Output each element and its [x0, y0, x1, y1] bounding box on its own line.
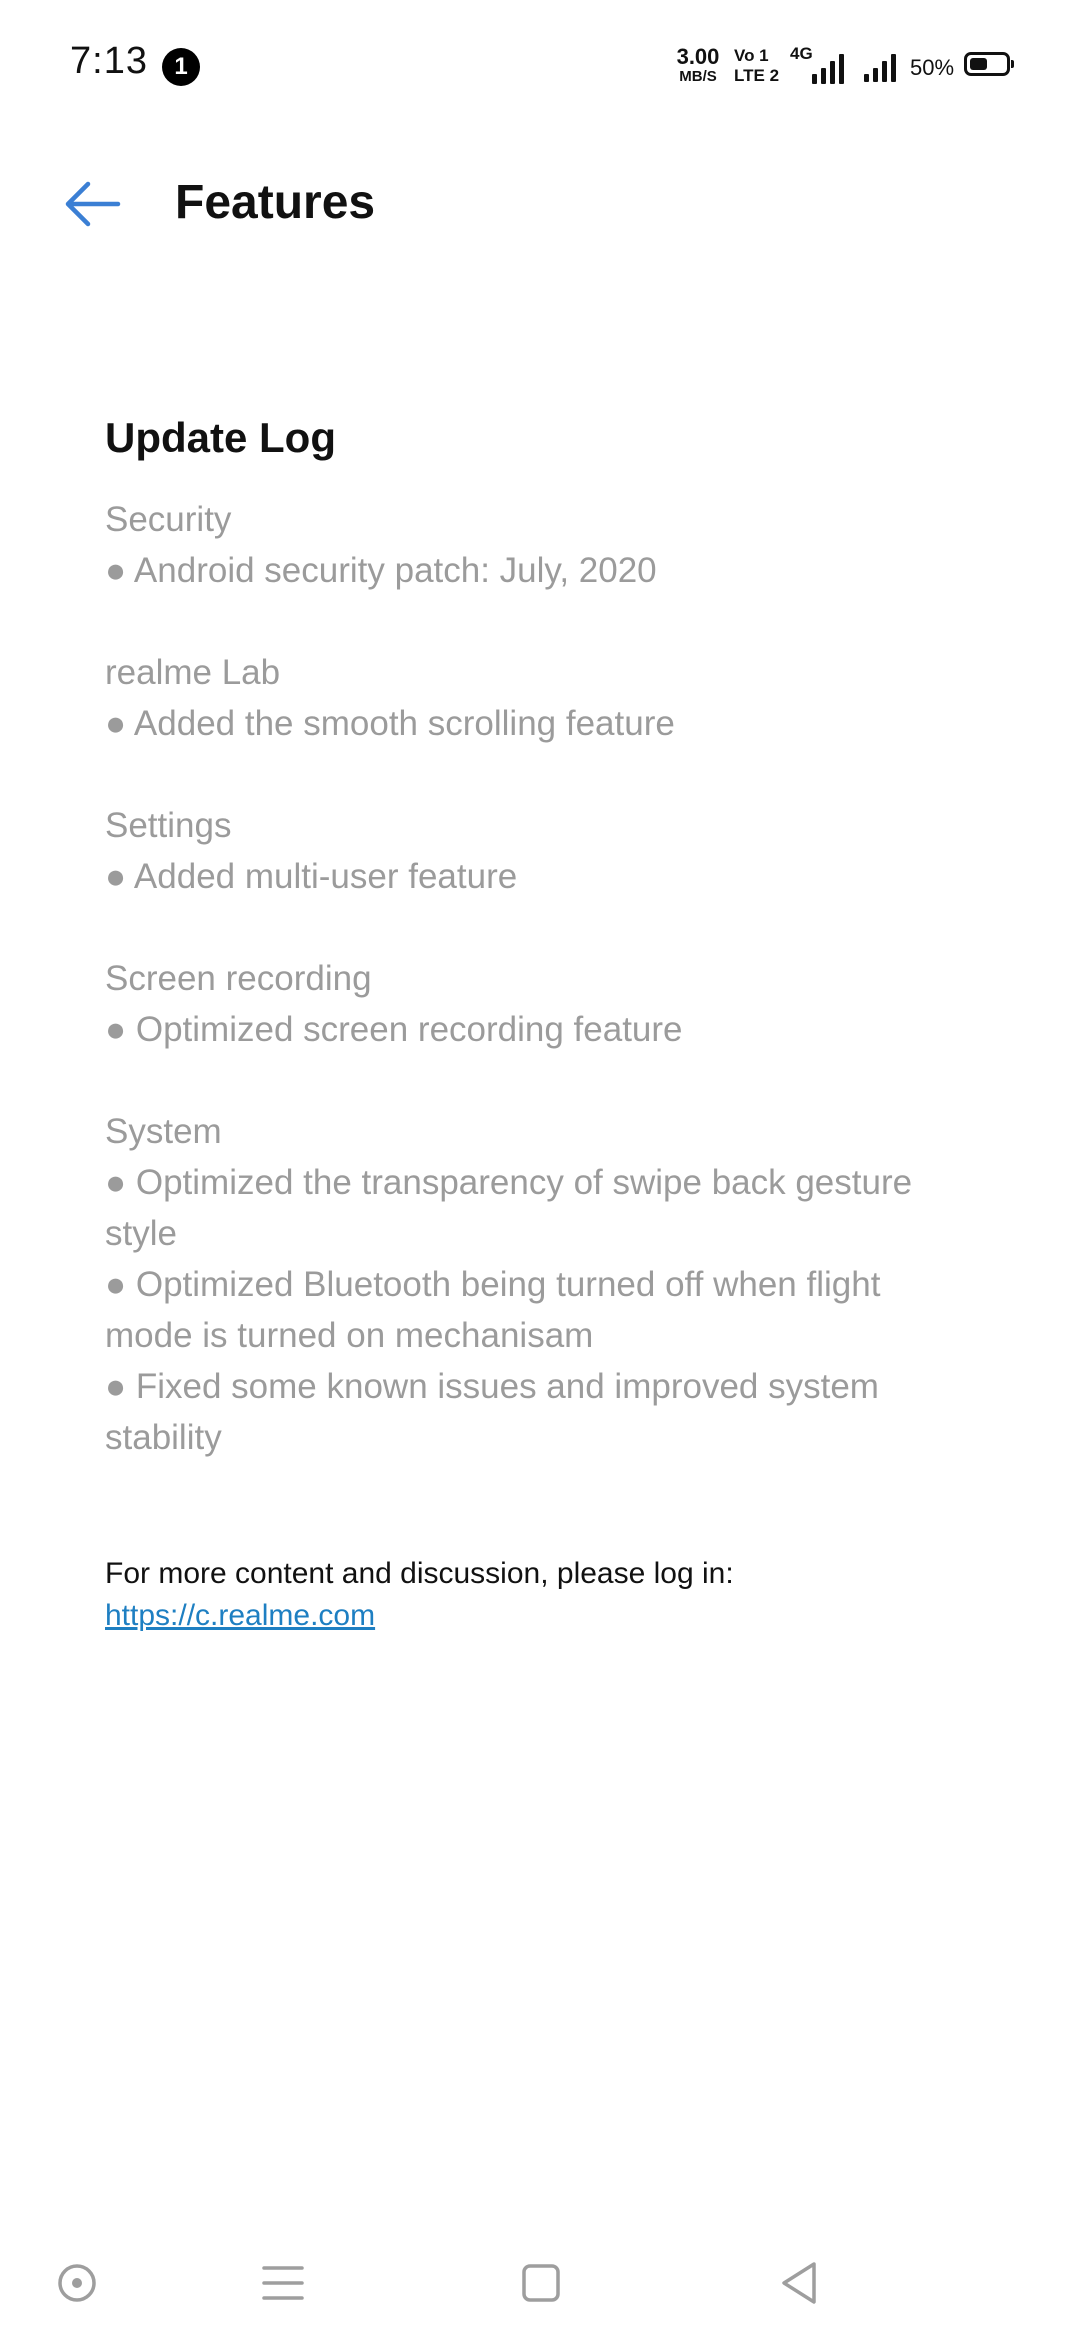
- network-speed-value: 3.00: [676, 44, 720, 69]
- battery-percent: 50%: [910, 55, 955, 80]
- network-speed-indicator: [668, 46, 728, 84]
- section-line: ● Android security patch: July, 2020: [105, 551, 657, 590]
- section-line: mode is turned on mechanisam: [105, 1316, 594, 1355]
- volte-top-label: Vo 1: [734, 46, 769, 65]
- volte-indicator: [734, 46, 782, 86]
- section-system: [105, 1106, 985, 1463]
- network-type-label: 4G: [790, 44, 813, 63]
- section-security: [105, 494, 985, 596]
- menu-lines-icon: [248, 2248, 318, 2318]
- section-screen-recording: [105, 953, 985, 1055]
- assistant-button[interactable]: [42, 2248, 112, 2318]
- arrow-left-icon: [56, 172, 132, 236]
- status-time: 7:13: [70, 40, 148, 82]
- network-speed-unit: MB/S: [679, 68, 717, 85]
- back-triangle-icon: [764, 2248, 834, 2318]
- section-line: ● Optimized screen recording feature: [105, 1010, 683, 1049]
- section-line: stability: [105, 1418, 222, 1457]
- home-button[interactable]: [506, 2248, 576, 2318]
- section-name: realme Lab: [105, 653, 281, 692]
- section-line: ● Optimized the transparency of swipe back gesture: [105, 1163, 913, 1202]
- section-name: Settings: [105, 806, 232, 845]
- recents-button[interactable]: [248, 2248, 318, 2318]
- battery-icon: [964, 52, 1010, 76]
- signal-bars-icon: [864, 50, 896, 82]
- section-name: Security: [105, 500, 232, 539]
- section-name: System: [105, 1112, 222, 1151]
- footer-text: For more content and discussion, please log in:: [105, 1557, 734, 1590]
- back-button[interactable]: [56, 172, 132, 236]
- community-link[interactable]: https://c.realme.com: [105, 1599, 376, 1632]
- signal-4g-icon: [790, 44, 850, 84]
- section-line: ● Fixed some known issues and improved system: [105, 1367, 879, 1406]
- section-line: ● Optimized Bluetooth being turned off when flight: [105, 1265, 881, 1304]
- section-name: Screen recording: [105, 959, 372, 998]
- navigation-bar: [0, 2230, 1080, 2340]
- section-line: style: [105, 1214, 177, 1253]
- volte-bottom-label: LTE 2: [734, 66, 780, 85]
- update-log: [105, 410, 985, 1514]
- section-line: ● Added the smooth scrolling feature: [105, 704, 675, 743]
- status-bar: [0, 0, 1080, 130]
- home-square-icon: [506, 2248, 576, 2318]
- section-line: ● Added multi-user feature: [105, 857, 518, 896]
- battery-fill: [970, 58, 987, 70]
- section-settings: [105, 800, 985, 902]
- notification-count-badge: 1: [162, 48, 200, 86]
- page-title: Features: [175, 176, 376, 229]
- section-realme-lab: [105, 647, 985, 749]
- app-bar: [0, 150, 1080, 260]
- update-log-title: Update Log: [105, 414, 336, 461]
- footer-note: [105, 1553, 985, 1637]
- nav-back-button[interactable]: [764, 2248, 834, 2318]
- assistant-dot-icon: [42, 2248, 112, 2318]
- signal-bars-1: [812, 52, 844, 84]
